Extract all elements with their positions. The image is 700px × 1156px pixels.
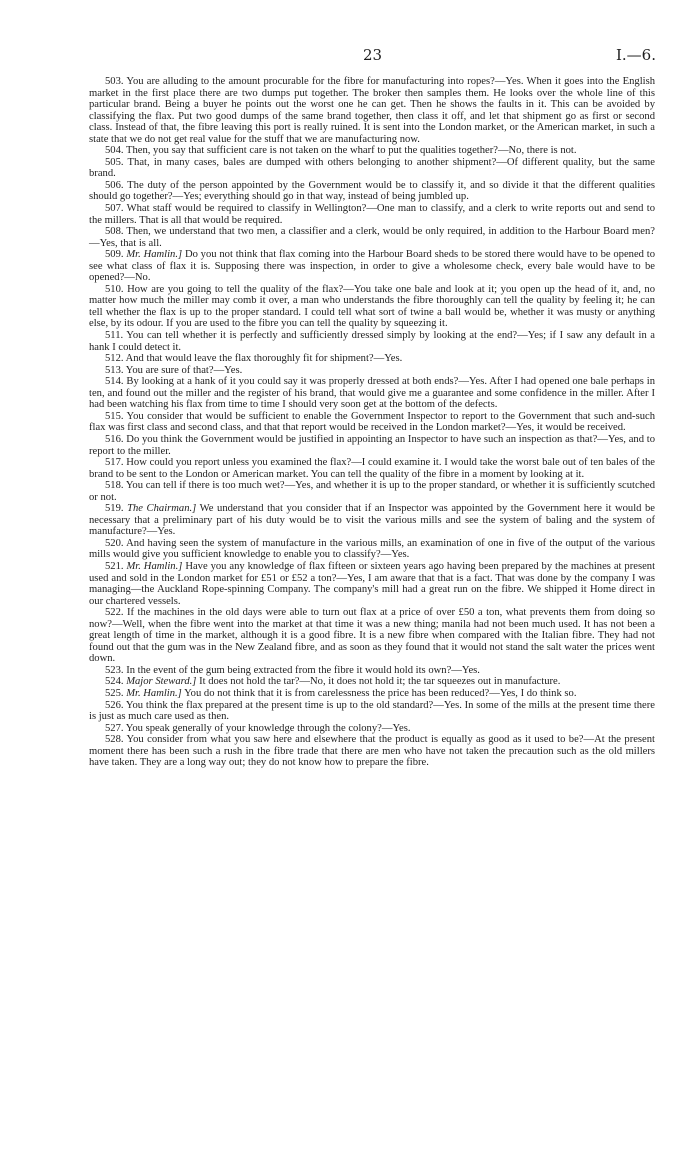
paragraph-text: 513. You are sure of that?—Yes. (105, 364, 243, 376)
paragraph-text: 508. Then, we understand that two men, a classifier and a clerk, would be only required, in addition to the Harbour Board men?—Yes, that is all. (89, 226, 655, 249)
paragraph-text: 516. Do you think the Government would be justified in appointing an Inspector to have such an inspection as that?—Yes, and to report to the miller. (89, 433, 655, 457)
testimony-paragraph (89, 561, 655, 607)
question-number: 519. (105, 503, 128, 515)
question-number: 524. (105, 676, 127, 688)
testimony-paragraph (89, 723, 655, 735)
paragraph-text: 514. By looking at a hank of it you could say it was properly dressed at both ends?—Yes. After I had opened one bale perhaps in ten, and found out the miller and the register of his brand, that would give me a guarantee and some confidence in the miller. After I had been watching his flax from time to time I should very soon get at the bottom of the defects. (89, 376, 655, 411)
paragraph-text: 507. What staff would be required to classify in Wellington?—One man to classify, and a clerk to write reports out and send to the millers. That is all that would be required. (89, 203, 655, 226)
testimony-paragraph (89, 457, 655, 480)
document-body (89, 76, 655, 769)
testimony-paragraph (89, 76, 655, 145)
paragraph-text: 515. You consider that would be sufficient to enable the Government Inspector to report to the Government that such and-such flax was first class and second class, and that that report would be received in the London market?—Yes, it would be received. (89, 410, 655, 434)
speaker-name: Mr. Hamlin.] (126, 687, 182, 699)
testimony-paragraph (89, 249, 655, 284)
paragraph-text: You do not think that it is from carelessness the price has been reduced?—Yes, I do think so. (184, 687, 577, 699)
paragraph-text: 517. How could you report unless you examined the flax?—I could examine it. I would take the worst bale out of ten bales of the brand to be sent to the London or American market. You can tell the quality of the fibre in a moment by looking at it. (89, 457, 655, 480)
testimony-paragraph (89, 434, 655, 457)
paragraph-text: 503. You are alluding to the amount procurable for the fibre for manufacturing into ropes?—Yes. When it goes into the English market in the first place there are two dumps put together. The broker then samples them. He looks over the whole line of this particular brand. Being a buyer he points out the worst one he can get. Then he shows the faults in it. This can be avoided by classifying the flax. Put two good dumps of the same brand together, then class it off, and let that shipment go as first or second class. Instead of that, the fibre leaving this port is really ruined. It is sent into the London market, or the American market, in such a state that we do not get real value for the stuff that we are manufacturing now. (89, 76, 655, 145)
paragraph-text: 528. You consider from what you saw here and elsewhere that the product is equally as good as it used to be?—At the present moment there has been such a rush in the fibre trade that there are men who have not taken the precaution such as the old millers have taken. They are a long way out; they do not know how to prepare the fibre. (89, 734, 655, 769)
testimony-paragraph (89, 284, 655, 330)
testimony-paragraph (89, 411, 655, 434)
paragraph-text: 518. You can tell if there is too much wet?—Yes, and whether it is up to the proper standard, or whether it is sufficiently scutched or not. (89, 480, 655, 503)
testimony-paragraph (89, 376, 655, 411)
testimony-paragraph (89, 700, 655, 723)
testimony-paragraph (89, 365, 655, 377)
speaker-name: Mr. Hamlin.] (126, 560, 183, 572)
testimony-paragraph (89, 330, 655, 353)
question-number: 509. (105, 249, 127, 261)
question-number: 525. (105, 687, 127, 699)
speaker-name: Major Steward.] (126, 676, 197, 688)
testimony-paragraph (89, 734, 655, 769)
testimony-paragraph (89, 180, 655, 203)
paragraph-text: 512. And that would leave the flax thoroughly fit for shipment?—Yes. (105, 353, 403, 365)
testimony-paragraph (89, 157, 655, 180)
testimony-paragraph (89, 503, 655, 538)
paragraph-text: 504. Then, you say that sufficient care is not taken on the wharf to put the qualities together?—No, there is not. (105, 145, 577, 157)
paragraph-text: It does not hold the tar?—No, it does not hold it; the tar squeezes out in manufacture. (199, 676, 561, 688)
page-header (89, 46, 656, 66)
testimony-paragraph (89, 665, 655, 677)
testimony-paragraph (89, 688, 655, 700)
testimony-paragraph (89, 607, 655, 665)
page-number: 23 (362, 46, 383, 64)
paragraph-text: 506. The duty of the person appointed by the Government would be to classify it, and so divide it that the different qualities should go together?—Yes; everything should go in that way, instead of being jumbled up. (89, 179, 655, 203)
testimony-paragraph (89, 203, 655, 226)
testimony-paragraph (89, 145, 655, 157)
paragraph-text: Do you not think that flax coming into the Harbour Board sheds to be stored there would have to be opened to see what class of flax it is. Supposing there was inspection, in order to give a wholesome check, every bale would have to be opened?—No. (89, 249, 656, 284)
speaker-name: The Chairman.] (127, 503, 197, 515)
paragraph-text: 523. In the event of the gum being extracted from the fibre it would hold its own?—Yes. (105, 664, 480, 676)
testimony-paragraph (89, 538, 655, 561)
paragraph-text: 527. You speak generally of your knowledge through the colony?—Yes. (105, 722, 411, 734)
paragraph-text: 522. If the machines in the old days were able to turn out flax at a price of over £50 a ton, what prevents them from doing so now?—Well, when the fibre went into the market at that time it was a new thing; manila had not been much used. It has not been a great length of time in the market, although it is a good fibre. It is a new fibre when compared with the Italian fibre. They had not found out that the gum was in the New Zealand fibre, and as soon as they found that it would not stand the salt water the prices went down. (89, 607, 655, 665)
testimony-paragraph (89, 480, 655, 503)
paragraph-text: 505. That, in many cases, bales are dumped with others belonging to another shipment?—Of different quality, but the same brand. (89, 156, 655, 180)
speaker-name: Mr. Hamlin.] (126, 249, 183, 261)
paragraph-text: We understand that you consider that if an Inspector was appointed by the Government here it would be necessary that a preliminary part of his duty would be to visit the various mills and see the system of baling and the system of manufacture?—Yes. (89, 503, 656, 538)
testimony-paragraph (89, 226, 655, 249)
paragraph-text: 510. How are you going to tell the quality of the flax?—You take one bale and look at it; you open up the head of it, and, no matter how much the miller may comb it over, a man who understands the fibre thoroughly can tell the quality by feeling it; he can tell whether the flax is up to the proper standard. I could tell what sort of twine a ball would be, whether it was musty or anything else, by its odour. If you are used to the fibre you can tell the quality by squeezing it. (89, 283, 655, 330)
paragraph-text: Have you any knowledge of flax fifteen or sixteen years ago having been prepared by the machines at present used and sold in the London market for £51 or £52 a ton?—Yes, I am aware that that is a fact. That was done by the company I was managing—the Auckland Rope-spinning Company. The company's mill had a great run on the fibre. We shipped it Home direct in our chartered vessels. (89, 560, 656, 607)
page-reference: I.—6. (615, 46, 656, 64)
testimony-paragraph (89, 676, 655, 688)
paragraph-text: 520. And having seen the system of manufacture in the various mills, an examination of one in five of the output of the various mills would give you sufficient knowledge to enable you to classify?—Yes. (89, 537, 655, 561)
question-number: 521. (105, 560, 127, 572)
paragraph-text: 526. You think the flax prepared at the present time is up to the old standard?—Yes. In some of the mills at the present time there is just as much care used as then. (89, 699, 655, 723)
paragraph-text: 511. You can tell whether it is perfectly and sufficiently dressed simply by looking at the end?—Yes; if I saw any default in a hank I could detect it. (89, 330, 655, 353)
testimony-paragraph (89, 353, 655, 365)
